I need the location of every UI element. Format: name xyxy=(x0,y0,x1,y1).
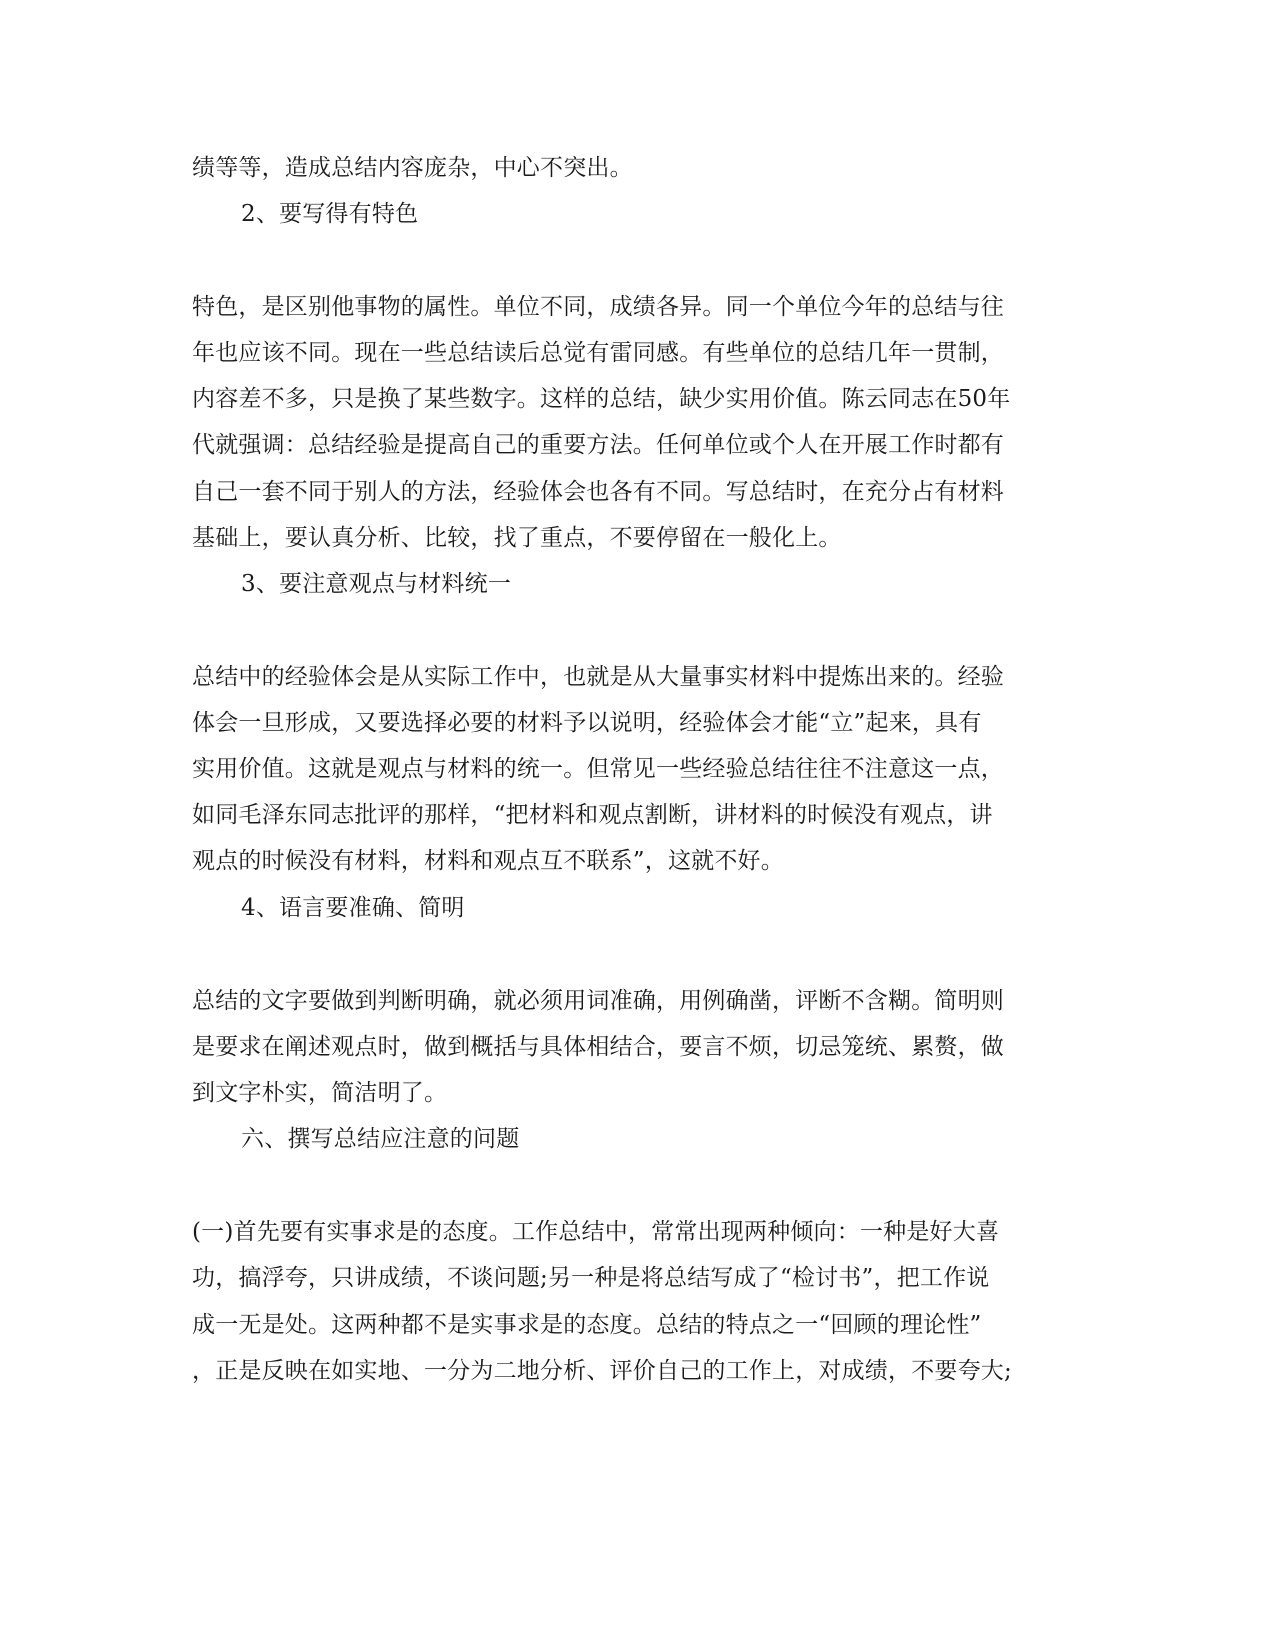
body-text-line: 是要求在阐述观点时，做到概括与具体相结合，要言不烦，切忌笼统、累赘，做 xyxy=(192,1034,1004,1060)
body-text-line: 年也应该不同。现在一些总结读后总觉有雷同感。有些单位的总结几年一贯制， xyxy=(192,340,1004,366)
body-text-line: 总结的文字要做到判断明确，就必须用词准确，用例确凿，评断不含糊。简明则 xyxy=(192,988,1004,1014)
body-text-line: 到文字朴实，简洁明了。 xyxy=(192,1080,448,1106)
section-heading: 2、要写得有特色 xyxy=(241,201,419,227)
body-text-line: 体会一旦形成，又要选择必要的材料予以说明，经验体会才能“立”起来，具有 xyxy=(192,710,982,736)
section-heading: 六、撰写总结应注意的问题 xyxy=(241,1126,520,1152)
body-text-line: 如同毛泽东同志批评的那样，“把材料和观点割断，讲材料的时候没有观点，讲 xyxy=(192,802,993,828)
body-text-line: 代就强调：总结经验是提高自己的重要方法。任何单位或个人在开展工作时都有 xyxy=(192,432,1004,458)
body-text-line: 基础上，要认真分析、比较，找了重点，不要停留在一般化上。 xyxy=(192,525,842,551)
body-text-line: 成一无是处。这两种都不是实事求是的态度。总结的特点之一“回顾的理论性” xyxy=(192,1312,982,1338)
body-text-line: 绩等等，造成总结内容庞杂，中心不突出。 xyxy=(192,155,633,181)
body-text-line: 观点的时候没有材料，材料和观点互不联系”，这就不好。 xyxy=(192,848,784,874)
body-text-line: (一)首先要有实事求是的态度。工作总结中，常常出现两种倾向：一种是好大喜 xyxy=(192,1219,1000,1245)
section-heading: 4、语言要准确、简明 xyxy=(241,895,465,921)
body-text-line: 内容差不多，只是换了某些数字。这样的总结，缺少实用价值。陈云同志在50年 xyxy=(192,386,1011,412)
body-text-line: 特色，是区别他事物的属性。单位不同，成绩各异。同一个单位今年的总结与往 xyxy=(192,294,1004,320)
body-text-line: 自己一套不同于别人的方法，经验体会也各有不同。写总结时，在充分占有材料 xyxy=(192,479,1004,505)
body-text-line: 功，搞浮夸，只讲成绩，不谈问题;另一种是将总结写成了“检讨书”，把工作说 xyxy=(192,1265,990,1291)
body-text-line: 总结中的经验体会是从实际工作中，也就是从大量事实材料中提炼出来的。经验 xyxy=(192,664,1004,690)
body-text-line: ，正是反映在如实地、一分为二地分析、评价自己的工作上，对成绩，不要夸大; xyxy=(192,1358,1012,1384)
section-heading: 3、要注意观点与材料统一 xyxy=(241,571,512,597)
body-text-line: 实用价值。这就是观点与材料的统一。但常见一些经验总结往往不注意这一点， xyxy=(192,756,1004,782)
